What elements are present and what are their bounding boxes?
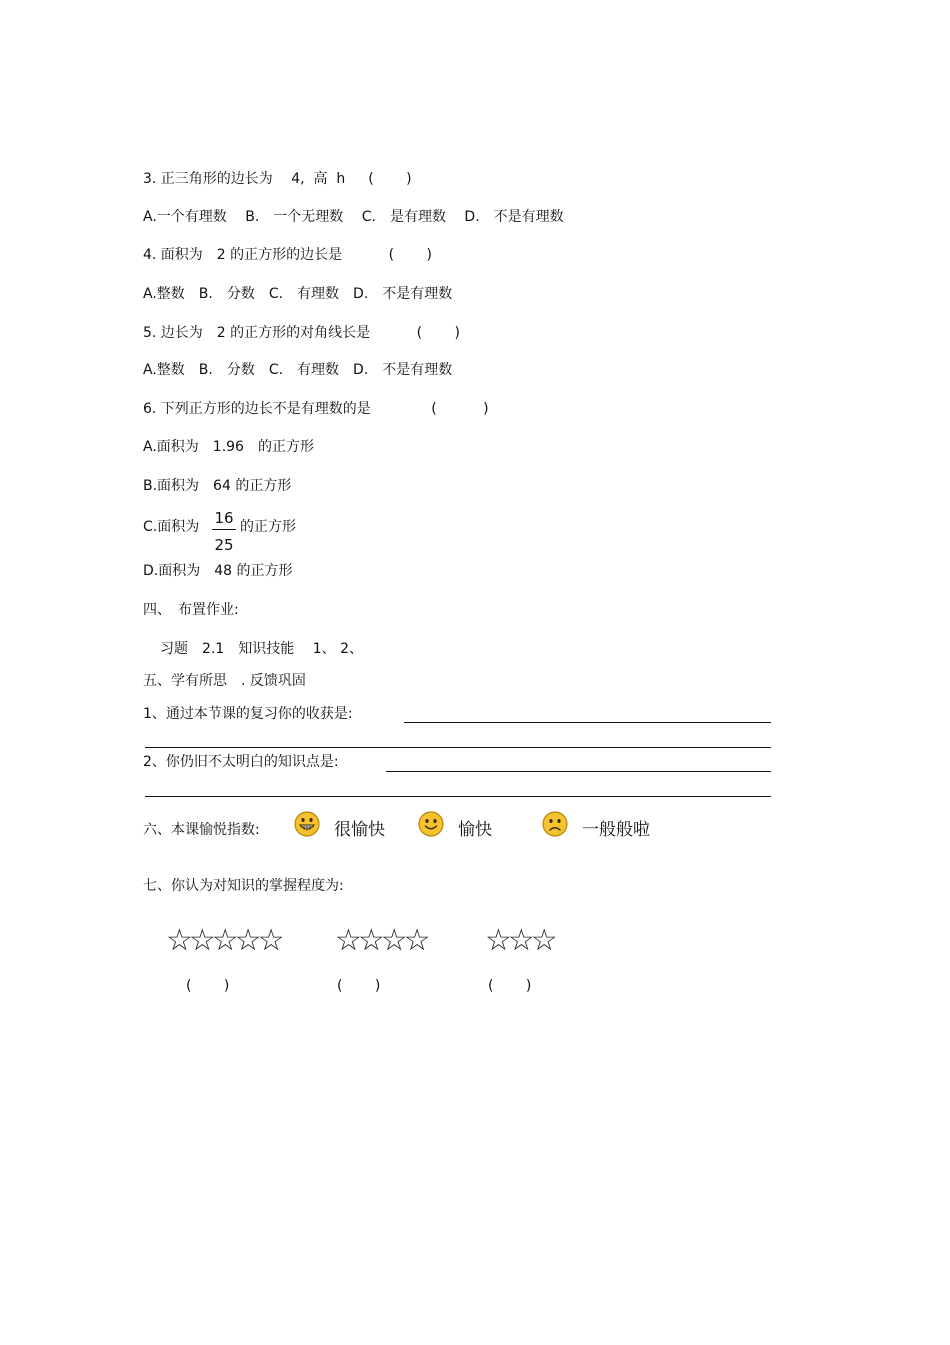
rating-blank-five-star[interactable]: ( ) xyxy=(186,978,230,994)
rating-blank-four-star[interactable]: ( ) xyxy=(337,978,381,994)
question-4-options: A.整数 B. 分数 C. 有理数 D. 不是有理数 xyxy=(143,286,453,302)
four-star-rating[interactable]: ☆☆☆☆ xyxy=(335,923,427,958)
fraction-denominator: 25 xyxy=(214,536,234,554)
answer-line-3[interactable] xyxy=(386,771,771,772)
smiling-face-icon[interactable] xyxy=(418,811,444,837)
section-7-heading: 七、你认为对知识的掌握程度为: xyxy=(143,878,344,894)
mood-label-so-so: 一般般啦 xyxy=(582,820,650,840)
question-3-options: A.一个有理数 B. 一个无理数 C. 是有理数 D. 不是有理数 xyxy=(143,209,564,225)
grinning-face-icon[interactable] xyxy=(294,811,320,837)
fraction-numerator: 16 xyxy=(214,509,234,527)
question-6-option-c-suffix: 的正方形 xyxy=(240,519,296,535)
section-5-heading: 五、学有所思 . 反馈巩固 xyxy=(143,673,306,689)
frowning-face-icon[interactable] xyxy=(542,811,568,837)
section-5-item-2: 2、你仍旧不太明白的知识点是: xyxy=(143,754,339,770)
three-star-rating[interactable]: ☆☆☆ xyxy=(485,923,554,958)
question-6-option-d: D.面积为 48 的正方形 xyxy=(143,563,293,579)
mood-label-happy: 愉快 xyxy=(458,820,492,840)
question-5-stem: 5. 边长为 2 的正方形的对角线长是 ( ) xyxy=(143,325,460,341)
section-4-homework: 习题 2.1 知识技能 1、 2、 xyxy=(160,641,363,657)
answer-line-1[interactable] xyxy=(404,722,771,723)
question-6-option-c-prefix: C.面积为 xyxy=(143,519,200,535)
section-4-heading: 四、 布置作业: xyxy=(143,602,239,618)
question-6-stem: 6. 下列正方形的边长不是有理数的是 ( ) xyxy=(143,401,489,417)
five-star-rating[interactable]: ☆☆☆☆☆ xyxy=(166,923,281,958)
section-5-item-1: 1、通过本节课的复习你的收获是: xyxy=(143,706,353,722)
question-6-option-a: A.面积为 1.96 的正方形 xyxy=(143,439,314,455)
section-6-heading: 六、本课愉悦指数: xyxy=(143,822,260,838)
answer-line-4[interactable] xyxy=(145,796,771,797)
question-6-option-b: B.面积为 64 的正方形 xyxy=(143,478,292,494)
fraction-bar xyxy=(212,529,236,530)
rating-blank-three-star[interactable]: ( ) xyxy=(488,978,532,994)
question-3-stem: 3. 正三角形的边长为 4, 高 h ( ) xyxy=(143,171,412,187)
answer-line-2[interactable] xyxy=(145,747,771,748)
mood-label-very-happy: 很愉快 xyxy=(334,820,385,840)
question-4-stem: 4. 面积为 2 的正方形的边长是 ( ) xyxy=(143,247,432,263)
question-5-options: A.整数 B. 分数 C. 有理数 D. 不是有理数 xyxy=(143,362,453,378)
